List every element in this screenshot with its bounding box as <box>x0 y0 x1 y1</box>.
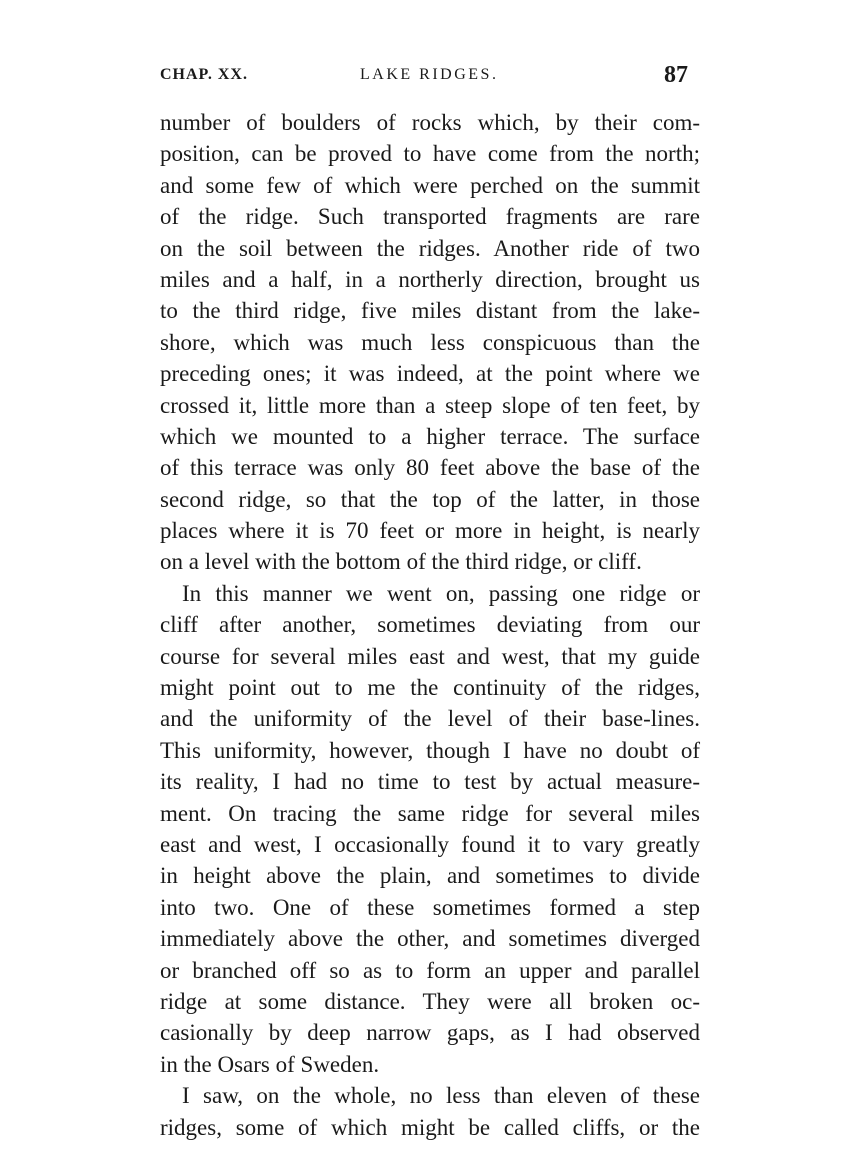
paragraph-start-line: In this manner we went on, passing one ridge or <box>182 580 700 606</box>
page-number: 87 <box>664 62 688 88</box>
text-line: course for several miles east and west, that my guide <box>160 643 700 669</box>
text-line: on the soil between the ridges. Another ride of two <box>160 235 700 261</box>
text-line: ridge at some distance. They were all broken oc- <box>160 988 700 1014</box>
text-line: ment. On tracing the same ridge for several miles <box>160 800 700 826</box>
text-line: cliff after another, sometimes deviating from our <box>160 612 700 638</box>
text-line: might point out to me the continuity of the ridges, <box>160 675 700 701</box>
text-line: of this terrace was only 80 feet above the base of the <box>160 455 700 481</box>
paragraph-start-line: I saw, on the whole, no less than eleven of these <box>182 1083 700 1109</box>
paragraph-end-line: on a level with the bottom of the third ridge, or cliff. <box>160 549 642 575</box>
text-line: immediately above the other, and sometimes diverged <box>160 926 700 952</box>
text-line: places where it is 70 feet or more in height, is nearly <box>160 518 700 544</box>
text-line: position, can be proved to have come from the north; <box>160 141 700 167</box>
text-line: shore, which was much less conspicuous than the <box>160 329 700 355</box>
text-line: and the uniformity of the level of their base-lines. <box>160 706 700 732</box>
text-line: of the ridge. Such transported fragments are rare <box>160 204 700 230</box>
text-line: east and west, I occasionally found it to vary greatly <box>160 831 700 857</box>
text-line: miles and a half, in a northerly direction, brought us <box>160 266 700 292</box>
text-line: or branched off so as to form an upper and parallel <box>160 957 700 983</box>
text-line: and some few of which were perched on the summit <box>160 172 700 198</box>
paragraph-end-line: in the Osars of Sweden. <box>160 1051 380 1077</box>
text-line: in height above the plain, and sometimes to divide <box>160 863 700 889</box>
text-line: second ridge, so that the top of the latter, in those <box>160 486 700 512</box>
text-line: into two. One of these sometimes formed a step <box>160 894 700 920</box>
text-line: crossed it, little more than a steep slope of ten feet, by <box>160 392 700 418</box>
text-line: This uniformity, however, though I have no doubt of <box>160 737 700 763</box>
text-line: casionally by deep narrow gaps, as I had observed <box>160 1020 700 1046</box>
text-line: number of boulders of rocks which, by their com- <box>160 110 700 135</box>
body-text <box>160 107 700 1143</box>
text-line: to the third ridge, five miles distant from the lake- <box>160 298 700 324</box>
text-line: its reality, I had no time to test by actual measure- <box>160 769 700 795</box>
running-title: LAKE RIDGES. <box>360 66 499 83</box>
chapter-label: CHAP. XX. <box>160 66 248 83</box>
text-line: preceding ones; it was indeed, at the point where we <box>160 361 700 387</box>
text-line: which we mounted to a higher terrace. The surface <box>160 423 700 449</box>
text-line: ridges, some of which might be called cliffs, or the <box>160 1114 700 1140</box>
running-head <box>160 62 688 92</box>
